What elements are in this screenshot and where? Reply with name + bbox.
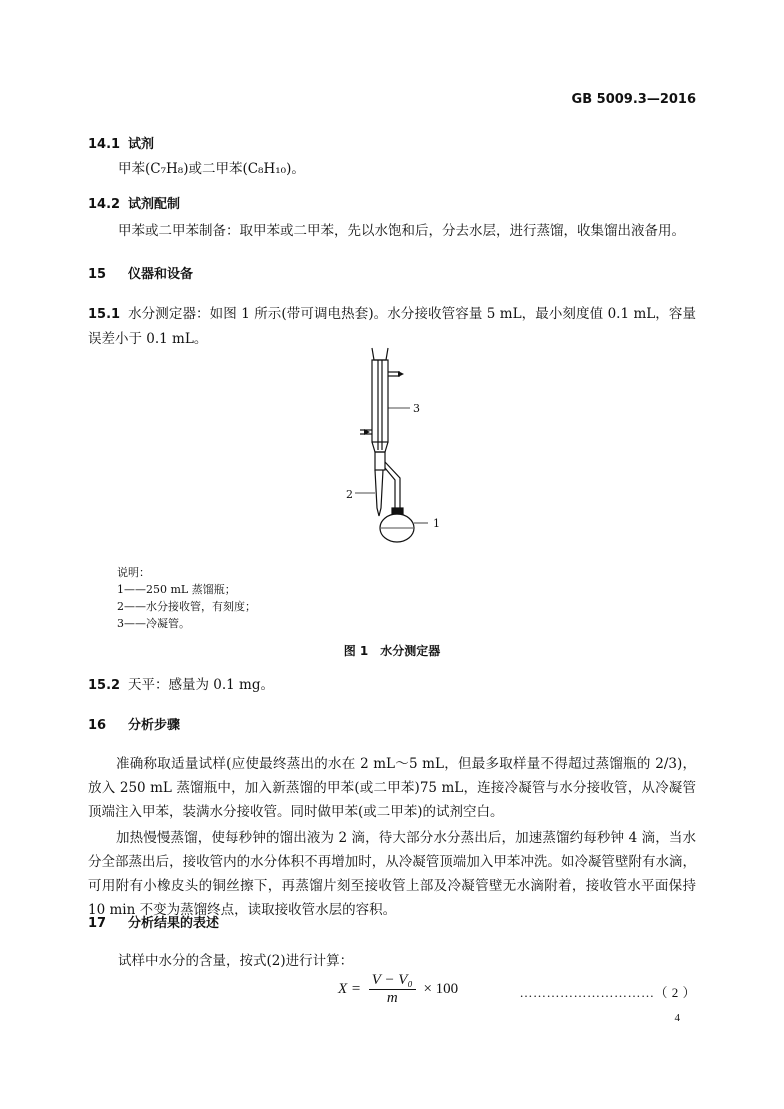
analysis-step-paragraph-2: 加热慢慢蒸馏，使每秒钟的馏出液为 2 滴，待大部分水分蒸出后，加速蒸馏约每秒钟 4 滴，当水分全部蒸出后，接收管内的水分体积不再增加时，从冷凝管顶端加入甲苯冲洗。如冷凝管壁附有水滴，可用附有小橡皮头的铜丝擦下，再蒸馏片刻至接收管上部及冷凝管壁无水滴附着，接收管水平面保持 10 min 不变为蒸馏终点，读取接收管水层的容积。	[88, 830, 696, 918]
section-15-2-text: 天平：感量为 0.1 mg。	[128, 677, 274, 693]
section-14-1-heading	[88, 133, 154, 152]
section-14-2-heading	[88, 193, 180, 212]
section-number: 15	[88, 267, 107, 282]
section-title: 分析结果的表述	[128, 916, 220, 931]
section-number: 14.2	[88, 197, 121, 212]
section-number: 17	[88, 916, 107, 931]
section-number: 16	[88, 718, 107, 733]
section-title: 仪器和设备	[128, 267, 194, 282]
formula-lhs: X =	[338, 980, 362, 997]
section-15-1-text: 水分测定器：如图 1 所示(带可调电热套)。水分接收管容量 5 mL，最小刻度值 0.1 mL，容量误差小于 0.1 mL。	[88, 306, 696, 347]
reagent-prep-text: 甲苯或二甲苯制备：取甲苯或二甲苯，先以水饱和后，分去水层，进行蒸馏，收集馏出液备用。	[118, 223, 685, 239]
moisture-apparatus-diagram	[330, 340, 450, 550]
result-intro: 试样中水分的含量，按式(2)进行计算：	[118, 953, 354, 969]
section-number: 14.1	[88, 137, 121, 152]
section-16-heading	[88, 714, 180, 733]
section-title: 试剂配制	[128, 197, 181, 212]
section-title: 试剂	[128, 137, 155, 152]
section-15-heading	[88, 263, 193, 282]
condenser-top-joint	[372, 348, 388, 360]
legend-item-2: 2——水分接收管，有刻度；	[117, 600, 256, 613]
formula-numerator: V − V₀	[369, 972, 416, 990]
condenser-jacket	[372, 360, 388, 442]
section-15-2	[88, 674, 274, 697]
legend-title: 说明：	[117, 566, 150, 579]
section-number: 15.1	[88, 307, 121, 322]
formula-fraction	[369, 972, 416, 1007]
section-17-heading	[88, 912, 219, 931]
figure-caption: 图 1 水分测定器	[343, 644, 441, 658]
formula-denominator: m	[386, 990, 398, 1006]
standard-number: GB 5009.3—2016	[571, 92, 696, 107]
reagent-text: 甲苯(C₇H₈)或二甲苯(C₈H₁₀)。	[118, 161, 305, 177]
legend-item-3: 3——冷凝管。	[117, 617, 190, 630]
figure-label-2: 2	[346, 488, 353, 501]
formula-tail: × 100	[423, 980, 459, 997]
figure-label-1: 1	[433, 517, 440, 530]
legend-item-1: 1——250 mL 蒸馏瓶；	[117, 583, 236, 596]
section-number: 15.2	[88, 678, 121, 693]
section-title: 分析步骤	[128, 718, 181, 733]
moisture-formula	[338, 972, 458, 1007]
page-number: 4	[674, 1012, 680, 1024]
equation-number: …………………………（ 2 ）	[519, 985, 696, 1000]
analysis-step-paragraph-1: 准确称取适量试样(应使最终蒸出的水在 2 mL～5 mL，但最多取样量不得超过蒸馏瓶的 2/3)，放入 250 mL 蒸馏瓶中，加入新蒸馏的甲苯(或二甲苯)75 mL，连接冷凝管与水分接收管，从冷凝管顶端注入甲苯，装满水分接收管。同时做甲苯(或二甲苯)的试剂空白。	[88, 756, 696, 820]
figure-label-3: 3	[413, 402, 420, 415]
